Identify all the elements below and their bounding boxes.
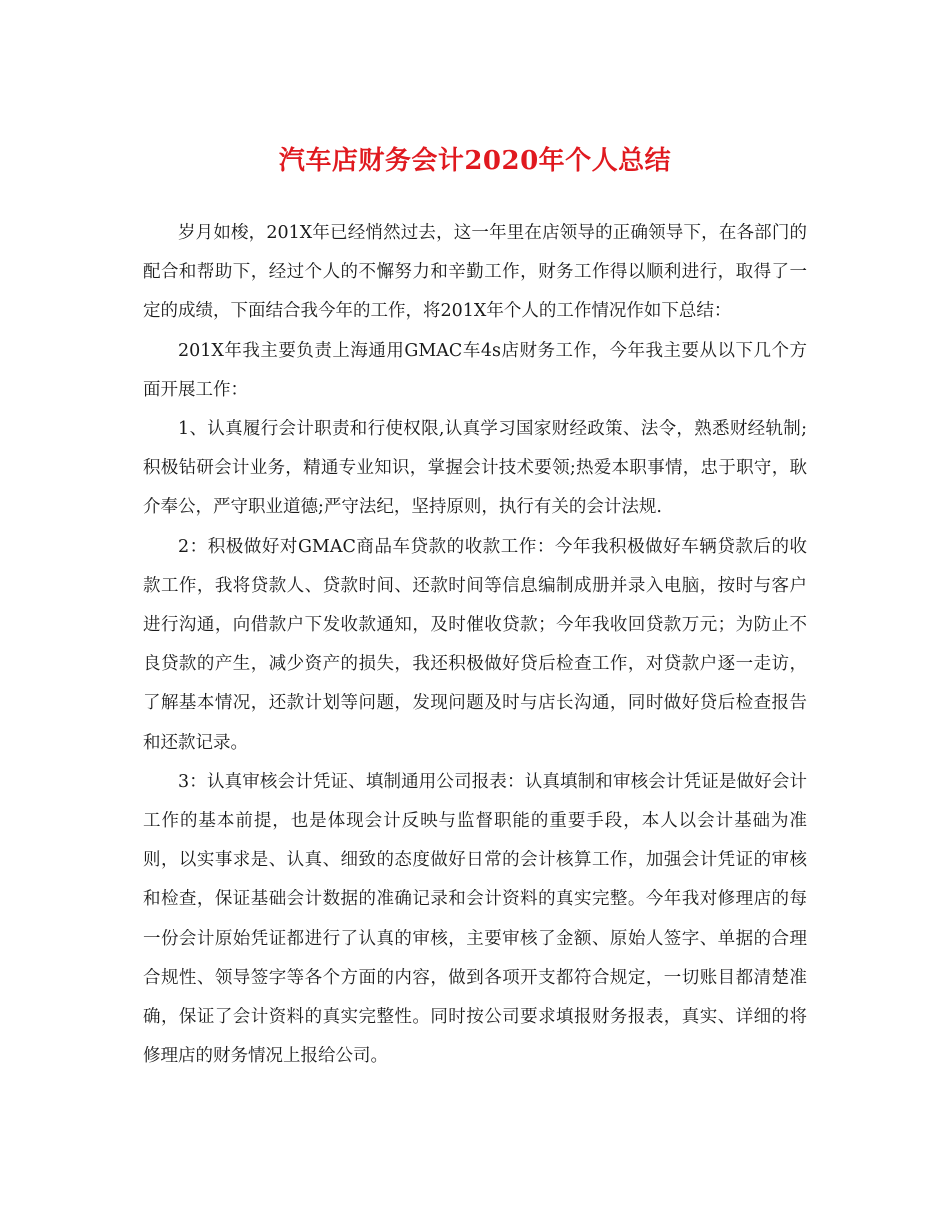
paragraph-overview: 201X年我主要负责上海通用GMAC车4s店财务工作，今年我主要从以下几个方面开展工作： <box>143 340 807 400</box>
paragraph-intro: 岁月如梭，201X年已经悄然过去，这一年里在店领导的正确领导下，在各部门的配合和帮助下，经过个人的不懈努力和辛勤工作，财务工作得以顺利进行，取得了一定的成绩，下面结合我今年的工作，将201X年个人的工作情况作如下总结： <box>143 223 807 322</box>
paragraph-item-2: 2：积极做好对GMAC商品车贷款的收款工作：今年我积极做好车辆贷款后的收款工作，我将贷款人、贷款时间、还款时间等信息编制成册并录入电脑，按时与客户进行沟通，向借款户下发收款通知，及时催收贷款；今年我收回贷款万元；为防止不良贷款的产生，减少资产的损失，我还积极做好贷后检查工作，对贷款户逐一走访，了解基本情况，还款计划等问题，发现问题及时与店长沟通，同时做好贷后检查报告和还款记录。 <box>143 536 807 753</box>
paragraph-item-1: 1、认真履行会计职责和行使权限,认真学习国家财经政策、法令，熟悉财经轨制;积极钻研会计业务，精通专业知识，掌握会计技术要领;热爱本职事情，忠于职守，耿介奉公，严守职业道德;严守法纪，坚持原则，执行有关的会计法规. <box>143 419 807 518</box>
paragraph-item-3: 3：认真审核会计凭证、填制通用公司报表：认真填制和审核会计凭证是做好会计工作的基本前提，也是体现会计反映与监督职能的重要手段，本人以会计基础为准则，以实事求是、认真、细致的态度做好日常的会计核算工作，加强会计凭证的审核和检查，保证基础会计数据的准确记录和会计资料的真实完整。今年我对修理店的每一份会计原始凭证都进行了认真的审核，主要审核了金额、原始人签字、单据的合理合规性、领导签字等各个方面的内容，做到各项开支都符合规定，一切账目都清楚准确，保证了会计资料的真实完整性。同时按公司要求填报财务报表，真实、详细的将修理店的财务情况上报给公司。 <box>143 771 807 1067</box>
document-body <box>143 214 807 1076</box>
document-title: 汽车店财务会计2020年个人总结 <box>278 146 672 176</box>
